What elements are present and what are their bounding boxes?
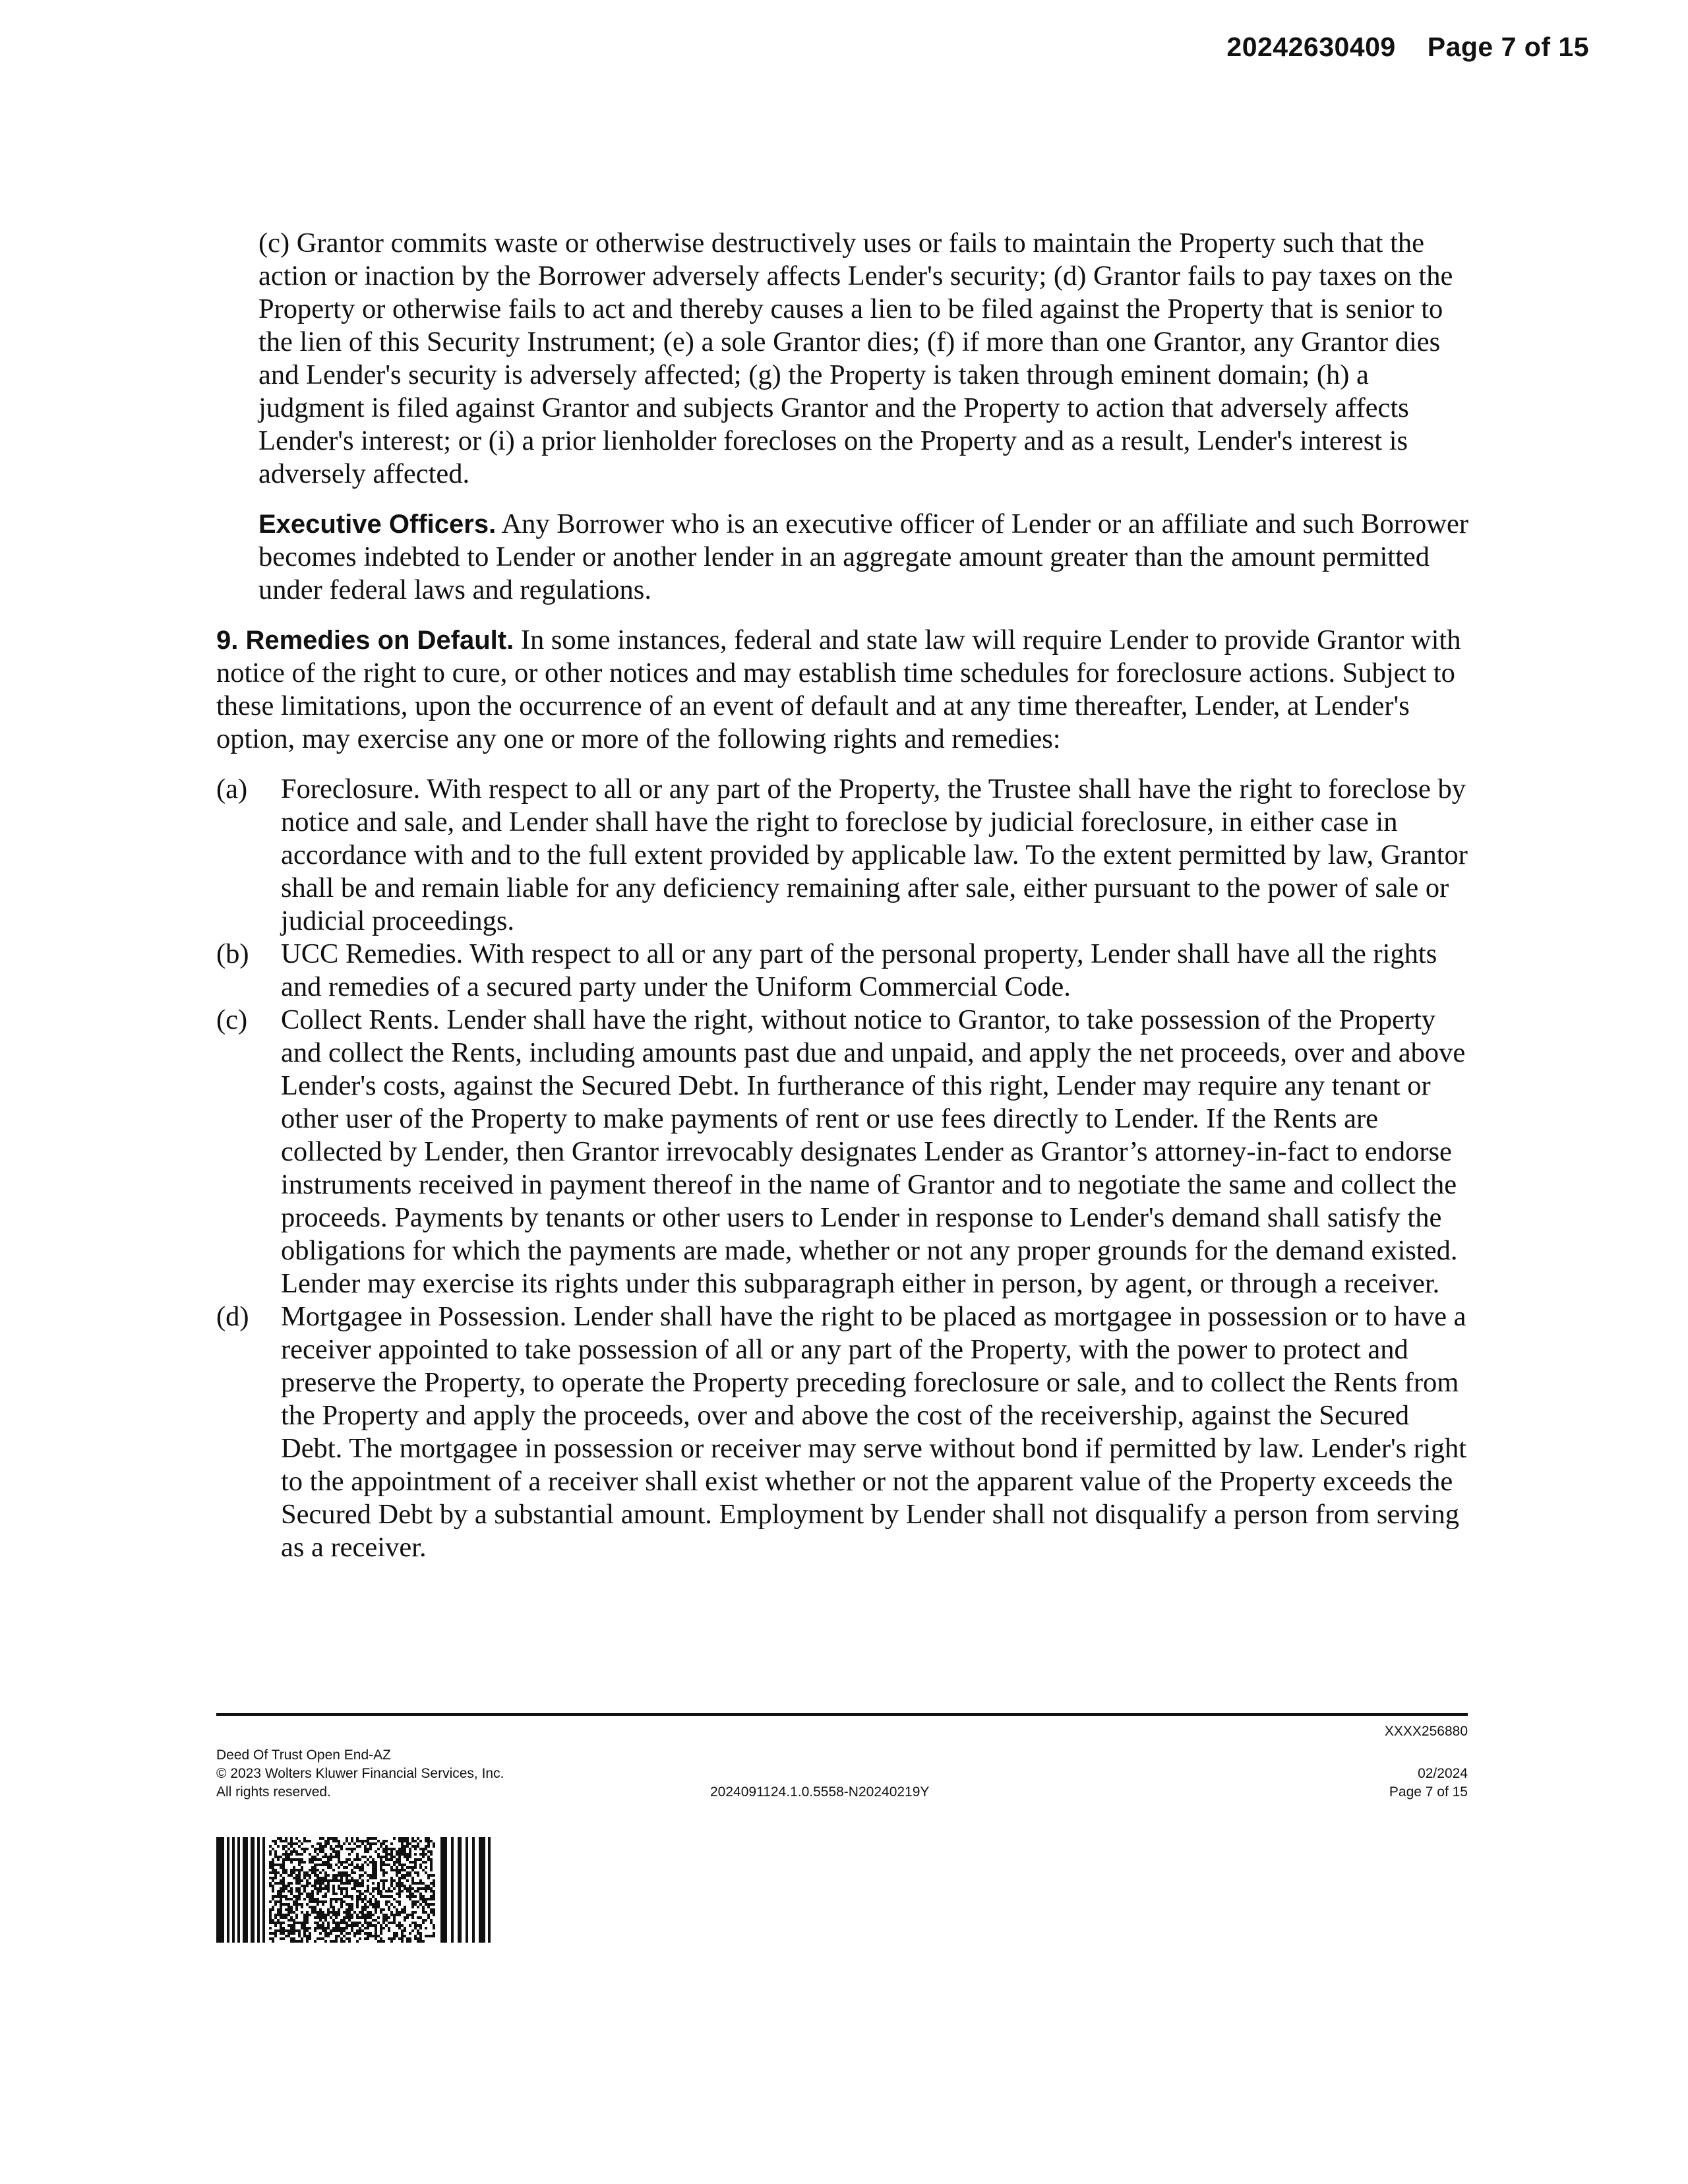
remedy-item-collect-rents xyxy=(216,1004,1469,1300)
footer-page-label: Page 7 of 15 xyxy=(1389,1784,1468,1800)
page-header xyxy=(1226,32,1589,63)
remedy-item-ucc xyxy=(216,938,1469,1004)
form-name: Deed Of Trust Open End-AZ xyxy=(216,1747,391,1763)
footer-row xyxy=(216,1746,1468,1802)
remedy-item-mortgagee-in-possession xyxy=(216,1300,1469,1564)
executive-officers-text: Any Borrower who is an executive officer of Lender or an affiliate and such Borrower becomes indebted to Lender or another lender in an aggregate amount greater than the amount permitted under federal laws and regulations. xyxy=(258,508,1468,605)
remedy-text: Foreclosure. With respect to all or any part of the Property, the Trustee shall have the right to foreclose by notice and sale, and Lender shall have the right to foreclose by judicial foreclosure, in either case in accordance with and to the full extent provided by applicable law. To the extent permitted by law, Grantor shall be and remain liable for any deficiency remaining after sale, either pursuant to the power of sale or judicial proceedings. xyxy=(281,774,1468,936)
continuation-paragraph: (c) Grantor commits waste or otherwise destructively uses or fails to maintain the Property such that the action or inaction by the Borrower adversely affects Lender's security; (d) Grantor fails to pay taxes on the Property or otherwise fails to act and thereby causes a lien to be filed against the Property that is senior to the lien of this Security Instrument; (e) a sole Grantor dies; (f) if more than one Grantor, any Grantor dies and Lender's security is adversely affected; (g) the Property is taken through eminent domain; (h) a judgment is filed against Grantor and subjects Grantor and the Property to action that adversely affects Lender's interest; or (i) a prior lienholder forecloses on the Property and as a result, Lender's interest is adversely affected. xyxy=(258,228,1453,489)
header-page-label: Page 7 of 15 xyxy=(1427,32,1589,62)
remedy-item-foreclosure xyxy=(216,773,1469,938)
footer-divider xyxy=(216,1713,1468,1716)
remedy-letter: (c) xyxy=(216,1004,248,1035)
rights-line: All rights reserved. xyxy=(216,1784,331,1800)
remedies-on-default-label: 9. Remedies on Default. xyxy=(216,626,514,655)
remedy-text: Mortgagee in Possession. Lender shall have the right to be placed as mortgagee in possession or to have a receiver appointed to take possession of all or any part of the Property, with the power to protect and preserve the Property, to operate the Property preceding foreclosure or sale, and to collect the Rents from the Property and apply the proceeds, over and above the cost of the receivership, against the Secured Debt. The mortgagee in possession or receiver may serve without bond if permitted by law. Lender's right to the appointment of a receiver shall exist whether or not the apparent value of the Property exceeds the Secured Debt by a substantial amount. Employment by Lender shall not disqualify a person from serving as a receiver. xyxy=(281,1301,1467,1563)
footer-middle xyxy=(710,1783,1172,1802)
pdf417-barcode-icon xyxy=(216,1837,493,1943)
account-reference: XXXX256880 xyxy=(1384,1724,1468,1739)
executive-officers-paragraph xyxy=(258,508,1469,607)
record-number: 20242630409 xyxy=(1226,32,1396,62)
document-code: 2024091124.1.0.5558-N20240219Y xyxy=(710,1784,930,1800)
form-date: 02/2024 xyxy=(1418,1766,1468,1781)
remedies-on-default-paragraph xyxy=(216,624,1469,756)
executive-officers-label: Executive Officers. xyxy=(258,510,497,539)
copyright-line: © 2023 Wolters Kluwer Financial Services, Inc. xyxy=(216,1766,504,1781)
remedy-letter: (b) xyxy=(216,938,249,969)
page-footer xyxy=(216,1722,1468,1802)
footer-left xyxy=(216,1746,678,1802)
remedies-on-default-text: In some instances, federal and state law will require Lender to provide Grantor with notice of the right to cure, or other notices and may establish time schedules for foreclosure actions. Subject to these limitations, upon the occurrence of an event of default and at any time thereafter, Lender, at Lender's option, may exercise any one or more of the following rights and remedies: xyxy=(216,624,1461,754)
remedy-text: Collect Rents. Lender shall have the right, without notice to Grantor, to take possession of the Property and collect the Rents, including amounts past due and unpaid, and apply the net proceeds, over and above Lender's costs, against the Secured Debt. In furtherance of this right, Lender may require any tenant or other user of the Property to make payments of rent or use fees directly to Lender. If the Rents are collected by Lender, then Grantor irrevocably designates Lender as Grantor’s attorney-in-fact to endorse instruments received in payment thereof in the name of Grantor and to negotiate the same and collect the proceeds. Payments by tenants or other users to Lender in response to Lender's demand shall satisfy the obligations for which the payments are made, whether or not any proper grounds for the demand existed. Lender may exercise its rights under this subparagraph either in person, by agent, or through a receiver. xyxy=(281,1004,1466,1299)
document-body xyxy=(216,227,1469,1564)
remedy-letter: (a) xyxy=(216,774,248,804)
remedy-letter: (d) xyxy=(216,1301,249,1332)
footer-right xyxy=(1204,1765,1468,1802)
remedy-text: UCC Remedies. With respect to all or any part of the personal property, Lender shall have all the rights and remedies of a secured party under the Uniform Commercial Code. xyxy=(281,938,1437,1002)
remedies-list xyxy=(216,773,1469,1564)
